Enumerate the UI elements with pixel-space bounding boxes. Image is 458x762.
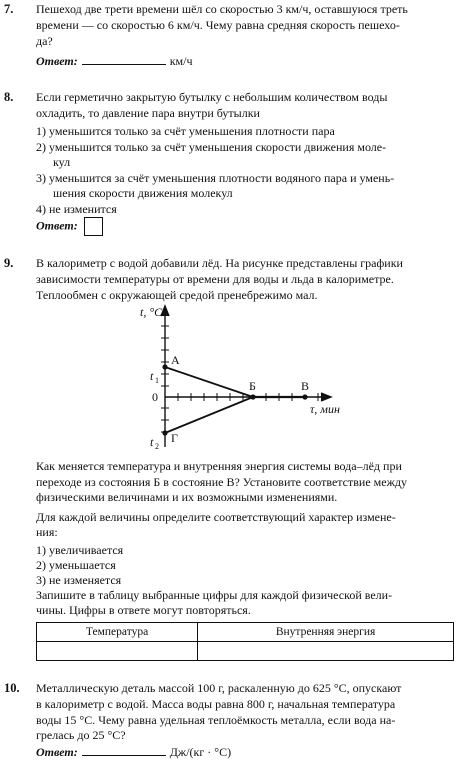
t1-label: t	[150, 369, 154, 383]
answer-row	[36, 745, 452, 760]
question-text: переходе из состояния Б в состояние В? Установите соответствие между	[36, 475, 407, 489]
question-text: охладить, то давление пара внутри бутылки	[36, 106, 260, 120]
question-text: Пешеход две трети времени шёл со скоростью 3 км/ч, оставшуюся треть	[36, 2, 408, 16]
option-3: 3) уменьшится за счёт уменьшения плотности водяного пара и умень-	[36, 171, 395, 185]
question-text: в калориметр с водой. Масса воды равна 800 г, начальная температура	[36, 697, 396, 711]
zero-label: 0	[152, 390, 158, 404]
question-text: времени — со скоростью 6 км/ч. Чему равна средняя скорость пешехо-	[36, 18, 400, 32]
answer-label: Ответ:	[36, 218, 78, 233]
question-text: грелась до 25 °С?	[36, 728, 126, 742]
question-text: Запишите в таблицу выбранные цифры для каждой физической вели-	[36, 588, 393, 602]
answer-cell-internal-energy[interactable]	[198, 642, 454, 661]
t2-subscript: 2	[155, 442, 159, 451]
point-a-label: А	[171, 353, 180, 367]
option-2: 2) уменьшится только за счёт уменьшения скорости движения моле-	[36, 140, 387, 154]
line-a-b	[165, 367, 253, 397]
point-v-label: В	[301, 379, 310, 393]
y-axis-arrow	[161, 306, 169, 316]
line-g-b	[165, 397, 253, 433]
option-1: 1) увеличивается	[36, 543, 124, 557]
option-2: 2) уменьшается	[36, 558, 116, 572]
question-text: физическими величинами и их возможными изменениями.	[36, 490, 338, 504]
option-3: 3) не изменяется	[36, 573, 122, 587]
option-4: 4) не изменится	[36, 202, 117, 216]
column-header-internal-energy: Внутренняя энергия	[198, 623, 454, 642]
point-g-label: Г	[171, 431, 178, 445]
answer-unit: км/ч	[169, 54, 193, 68]
answer-label: Ответ:	[36, 54, 78, 68]
option-3-cont: шения скорости движения молекул	[53, 186, 233, 200]
question-number: 8.	[4, 90, 14, 104]
question-text: да?	[36, 34, 53, 48]
point-g	[162, 430, 167, 435]
question-text: Если герметично закрытую бутылку с небольшим количеством воды	[36, 90, 388, 104]
answer-table	[36, 622, 454, 661]
question-text: ния:	[36, 525, 58, 539]
question-text: зависимости температуры от времени для воды и льда в калориметре.	[36, 272, 394, 286]
question-text: Теплообмен с окружающей средой пренебрежимо мал.	[36, 288, 318, 302]
option-1: 1) уменьшится только за счёт уменьшения плотности пара	[36, 124, 335, 138]
option-2-cont: кул	[53, 155, 71, 169]
point-v	[302, 394, 307, 399]
x-axis-label: τ, мин	[310, 402, 340, 416]
column-header-temperature: Температура	[37, 623, 198, 642]
point-b	[250, 394, 255, 399]
question-number: 9.	[4, 256, 14, 270]
answer-field[interactable]	[82, 745, 166, 756]
answer-cell-temperature[interactable]	[37, 642, 198, 661]
point-b-label: Б	[249, 379, 256, 393]
t2-label: t	[150, 435, 154, 449]
question-text: В калориметр с водой добавили лёд. На рисунке представлены графики	[36, 256, 403, 270]
point-a	[162, 364, 167, 369]
x-axis-arrow	[321, 393, 331, 401]
t1-subscript: 1	[155, 376, 159, 385]
question-text: Как меняется температура и внутренняя энергия системы вода–лёд при	[36, 459, 402, 473]
y-axis-label: t, °C	[140, 305, 163, 319]
answer-label: Ответ:	[36, 745, 78, 759]
answer-unit: Дж/(кг · °С)	[169, 745, 232, 759]
question-text: чины. Цифры в ответе могут повторяться.	[36, 603, 251, 617]
question-text: Металлическую деталь массой 100 г, раскаленную до 625 °С, опускают	[36, 681, 402, 695]
question-text: Для каждой величины определите соответствующий характер измене-	[36, 510, 396, 524]
question-text: воды 15 °С. Чему равна удельная теплоёмкость металла, если вода на-	[36, 713, 396, 727]
question-number: 10.	[4, 681, 20, 695]
question-number: 7.	[4, 2, 14, 16]
